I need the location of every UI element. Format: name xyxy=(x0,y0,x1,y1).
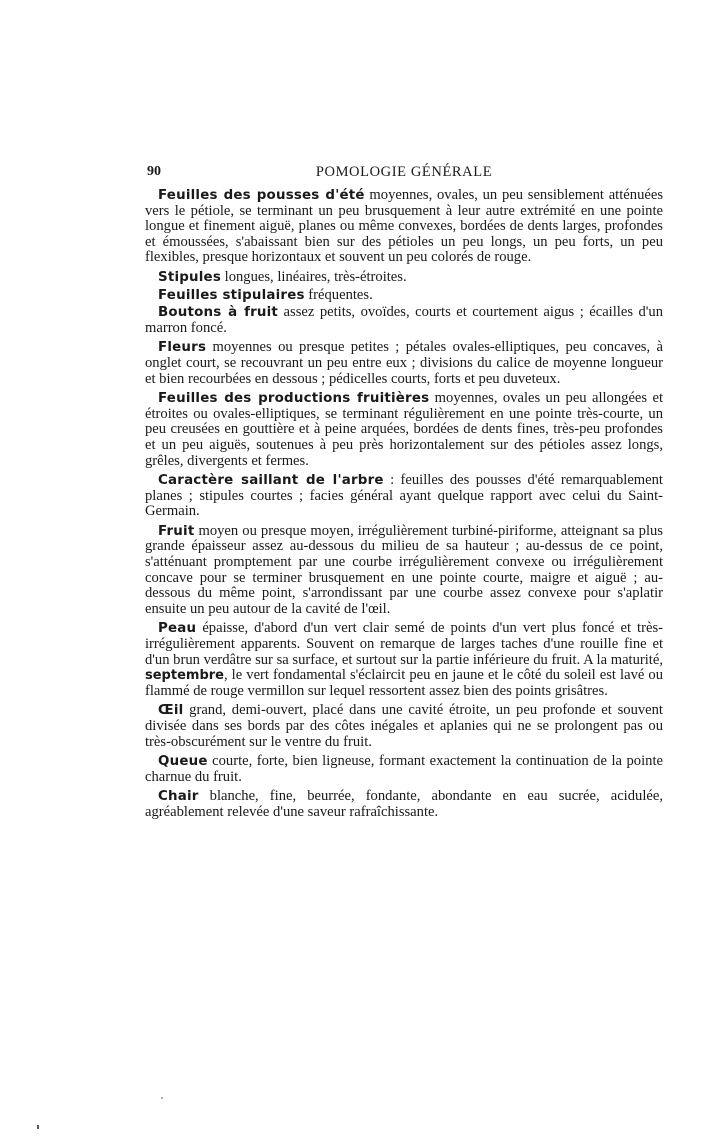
paragraph-text: fréquentes. xyxy=(304,286,373,303)
paragraph-lead: Queue xyxy=(158,754,208,770)
ripening-month: septembre xyxy=(145,668,224,684)
paragraph-text: moyennes ou presque petites ; pétales ovales-elliptiques, peu concaves, à onglet court, se recouvrant un peu entre eux ; divisions du calice de moyenne longueur et bien recourbées en dessous ; pédicelles courts, forts et peu duveteux. xyxy=(145,339,663,387)
paragraph-lead: Boutons à fruit xyxy=(158,305,279,321)
paragraph-lead: Fleurs xyxy=(158,340,207,356)
paragraph-stalk xyxy=(145,754,663,785)
book-page xyxy=(145,163,663,825)
paragraph-lead: Feuilles stipulaires xyxy=(158,287,305,303)
paragraph-lead: Fruit xyxy=(158,523,195,539)
paragraph-text: grand, demi-ouvert, placé dans une cavité étroite, un peu profonde et souvent divisée dans ses bords par des côtes inégales et aplanies qui ne se prolongent pas ou très-obscurément sur le ventre du fruit. xyxy=(145,702,663,750)
paragraph-flowers xyxy=(145,340,663,387)
paragraph-fruit xyxy=(145,524,663,618)
paragraph-lead: Œil xyxy=(158,703,184,719)
paragraph-eye xyxy=(145,703,663,750)
paragraph-lead: Feuilles des pousses d'été xyxy=(158,188,365,203)
paragraph-lead: Caractère saillant de l'arbre xyxy=(158,473,384,489)
scan-speck xyxy=(161,1097,163,1099)
page-number: 90 xyxy=(147,164,161,179)
paragraph-fruiting-leaves xyxy=(145,391,663,469)
paragraph-text: moyen ou presque moyen, irrégulièrement turbiné-piriforme, atteignant sa plus grande épaisseur assez au-dessous du milieu de sa hauteur ; au-dessus de ce point, s'atténuant promptement par une courbe irrégulièrement convexe ou irrégulièrement concave pour se terminer brusquement en une pointe courte, maigre et aiguë ; au-dessous du même point, s'arrondissant par une courbe assez convexe pour s'aplatir ensuite un peu autour de la cavité de l'œil. xyxy=(145,522,663,617)
paragraph-text: épaisse, d'abord d'un vert clair semé de points d'un vert plus foncé et très-irrégulièrement apparents. Souvent on remarque de larges taches d'une rouille fine et d'un brun verdâtre sur sa surface, et surtout sur la partie inférieure du fruit. A la maturité, xyxy=(145,620,663,668)
paragraph-text: courte, forte, bien ligneuse, formant exactement la continuation de la pointe charnue du fruit. xyxy=(145,753,663,785)
paragraph-text: moyennes, ovales, un peu sensiblement atténuées vers le pétiole, se terminant un peu brusquement à leur autre extrémité en une pointe longue et finement aiguë, planes ou même convexes, bordées de dents larges, profondes et émoussées, s'abaissant bien sur des pétioles un peu longs, un peu forts, un peu flexibles, presque horizontaux et souvent un peu colorés de rouge. xyxy=(145,187,663,266)
paragraph-text: blanche, fine, beurrée, fondante, abondante en eau sucrée, acidulée, agréablement relevée d'une saveur rafraîchissante. xyxy=(145,788,663,820)
page-body xyxy=(145,188,663,821)
running-title: POMOLOGIE GÉNÉRALE xyxy=(315,164,493,180)
paragraph-lead: Stipules xyxy=(158,269,221,285)
paragraph-fruit-buds xyxy=(145,305,663,336)
paragraph-tree-character xyxy=(145,473,663,520)
paragraph-summer-shoot-leaves xyxy=(145,188,663,266)
paragraph-text: : feuilles des pousses d'été remarquablement planes ; stipules courtes ; facies général ayant quelque rapport avec celui du Saint-Germain. xyxy=(145,472,663,520)
paragraph-text: assez petits, ovoïdes, courts et courtement aigus ; écailles d'un marron foncé. xyxy=(145,304,664,336)
paragraph-lead: Feuilles des productions fruitières xyxy=(158,391,430,407)
paragraph-text: longues, linéaires, très-étroites. xyxy=(221,268,407,285)
paragraph-stipules xyxy=(145,270,663,286)
paragraph-lead: Chair xyxy=(158,789,199,805)
paragraph-text: moyennes, ovales un peu allongées et étroites ou ovales-elliptiques, se terminant régulièrement en une pointe très-courte, un peu creusées en gouttière et à peine arquées, bordées de dents fines, très-peu profondes et un peu aiguës, soutenues à peu près horizontalement sur des pétioles assez longs, grêles, divergents et fermes. xyxy=(145,390,663,469)
paragraph-text-continued: , le vert fondamental s'éclaircit peu en jaune et le côté du soleil est lavé ou flammé de rouge vermillon sur lequel ressortent assez bien des points grisâtres. xyxy=(145,667,663,699)
paragraph-lead: Peau xyxy=(158,621,197,637)
paragraph-skin xyxy=(145,621,663,699)
running-head xyxy=(145,163,663,183)
paragraph-stipular-leaves xyxy=(145,288,663,304)
paragraph-flesh xyxy=(145,789,663,820)
scan-speck xyxy=(37,1125,39,1129)
